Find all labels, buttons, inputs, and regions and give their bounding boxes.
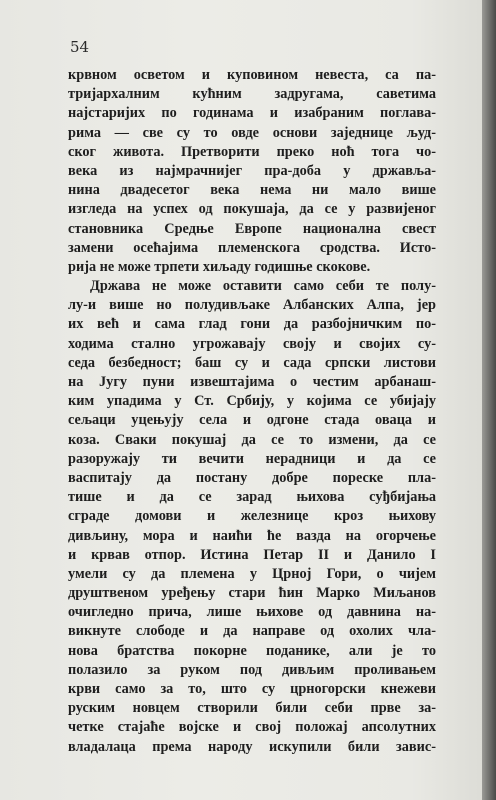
text-line: тријархалним кућним задругама, саветима [68, 86, 436, 103]
text-line: изгледа на успех од покушаја, да се у развијеног [68, 201, 436, 218]
text-line: на Југу пуни извештајима о честим арбанаш- [68, 374, 436, 390]
text-line: тише и да се зарад њихова суђбијања [68, 489, 436, 506]
text-line: очигледно прича, лише њихове од давнина на- [68, 604, 436, 621]
text-line: нина двадесетог века нема ни мало више [68, 182, 436, 199]
text-line: коза. Сваки покушај да се то измени, да се [68, 431, 436, 448]
text-line: умели су да племена у Црној Гори, о чијем [68, 565, 436, 582]
body-text [68, 66, 436, 757]
text-line: друштвеном уређењу стари ћин Марко Миљанов [68, 585, 436, 602]
text-line: седа безбедност; баш су и сада српски листови [68, 354, 436, 371]
text-line: Држава не може оставити само себи те полу- [90, 278, 436, 295]
text-line: најстаријих по годинама и изабраним поглава- [68, 105, 436, 122]
text-line: четке стајаће војске и свој положај апсолутних [68, 719, 436, 736]
text-line: века из најмрачнијег пра-доба у државља- [68, 162, 436, 179]
text-line: дивљину, мора и наићи ће вазда на огорчење [68, 527, 436, 544]
text-line: рија не може трпети хиљаду годишње скокове. [68, 258, 371, 275]
text-line: васпитају да постану добре пореске пла- [68, 469, 436, 486]
text-line: замени осећајима племенскога сродства. Исто- [68, 239, 436, 256]
text-line: ким упадима у Ст. Србију, у којима се убијају [68, 393, 436, 410]
text-line: викнуте слободе и да направе од охолих чла- [68, 623, 436, 640]
book-edge-shadow [482, 0, 496, 800]
text-line: ског живота. Претворити преко ноћ тога чо- [68, 143, 436, 160]
text-line: крви само за то, што су црногорски кнежеви [68, 681, 436, 697]
page-number: 54 [70, 38, 90, 56]
text-line: ходима стално угрожавају своју и својих су- [68, 335, 436, 352]
text-line: рима — све су то овде основи заједнице људ- [68, 124, 436, 141]
text-line: нова братства покорне поданике, али је то [68, 642, 436, 659]
text-line: полазило за руком под дивљим проливањем [68, 661, 436, 678]
text-line: сграде домови и железнице кроз њихову [68, 508, 436, 525]
text-line: крвном осветом и куповином невеста, са па- [68, 67, 436, 83]
text-line: разоружају ти вечити нерадници и да се [68, 450, 436, 467]
text-line: лу-и више но полудивљаке Албанских Алпа, јер [68, 297, 436, 314]
text-line: руским новцем створили били себи прве за- [68, 700, 436, 717]
text-line: и крвав отпор. Истина Петар II и Данило I [68, 546, 436, 563]
text-line: сељаци уцењују села и одгоне стада оваца и [68, 412, 436, 429]
text-line: владалаца према народу искупили били завис- [68, 738, 436, 755]
text-line: становника Средње Европе национална свест [68, 220, 436, 237]
text-line: их већ и сама глад гони да разбојничким по- [68, 316, 436, 333]
